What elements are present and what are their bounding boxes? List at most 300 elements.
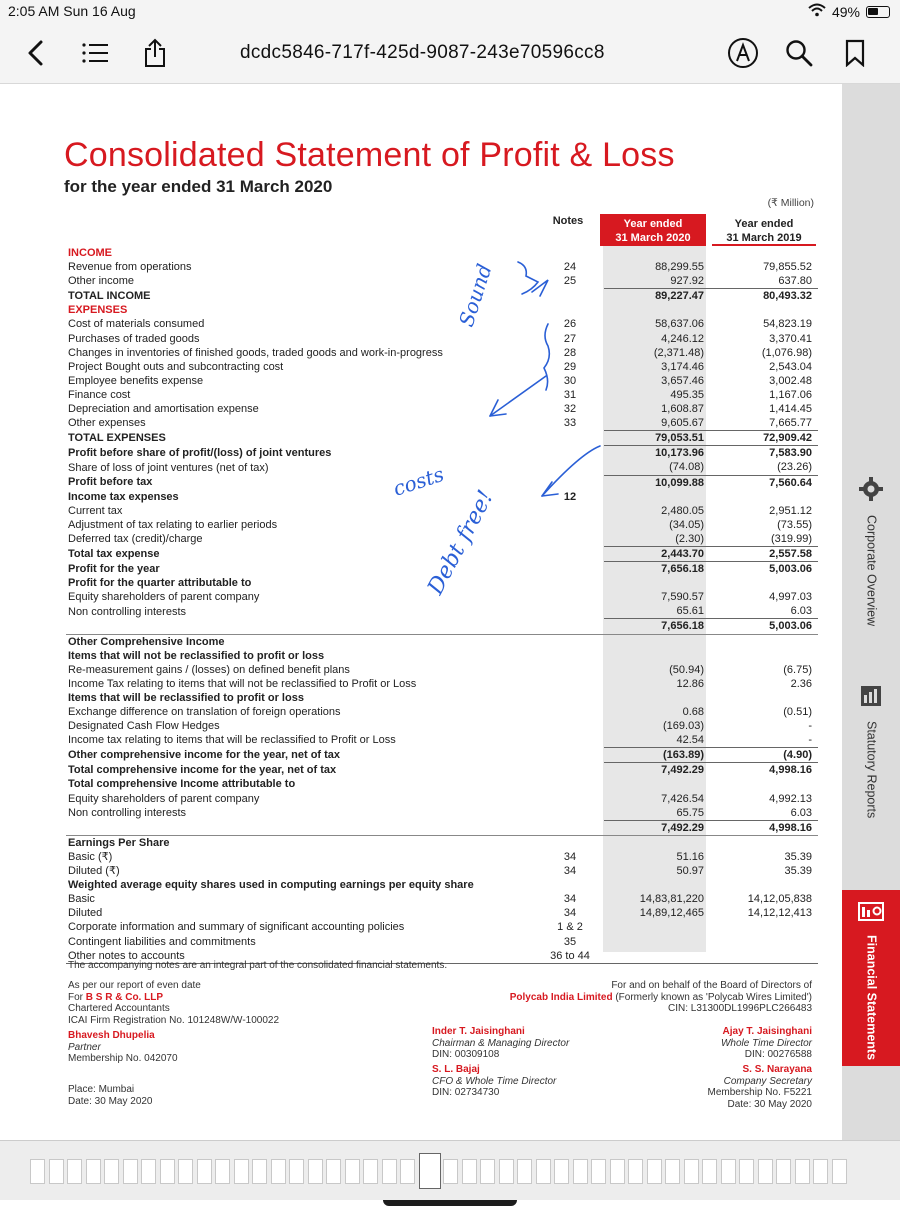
table-row <box>66 360 818 374</box>
company-cin: CIN: L31300DL1996PLC266483 <box>668 1003 812 1014</box>
row-value-2020 <box>604 634 712 649</box>
row-note: 33 <box>563 417 577 430</box>
page-title: Consolidated Statement of Profit & Loss <box>64 136 675 174</box>
row-description: Deferred tax (credit)/charge <box>68 533 203 546</box>
row-value-2020: (169.03) <box>663 720 704 733</box>
col-header-2019-line2: 31 March 2019 <box>726 232 802 244</box>
row-note <box>536 431 604 446</box>
table-row <box>66 274 818 289</box>
table-row <box>66 590 818 604</box>
row-note <box>536 619 604 634</box>
document-title: dcdc5846-717f-425d-9087-243e70596cc8 <box>240 42 605 63</box>
page-thumbnail[interactable] <box>123 1159 138 1184</box>
row-description: Earnings Per Share <box>66 835 536 850</box>
page-thumbnail[interactable] <box>628 1159 643 1184</box>
finance-icon <box>858 900 884 927</box>
row-value-2020 <box>604 949 712 964</box>
row-value-2019: (4.90) <box>712 748 818 763</box>
auditor-name: Bhavesh Dhupelia <box>68 1030 155 1041</box>
share-icon[interactable] <box>138 36 172 70</box>
page-thumbnail[interactable] <box>499 1159 514 1184</box>
back-chevron-icon[interactable] <box>18 36 52 70</box>
row-value-2020: 2,480.05 <box>661 504 704 517</box>
auditor-block <box>68 980 279 1065</box>
row-value-2020: 7,590.57 <box>661 591 704 604</box>
row-value-2019: 2.36 <box>790 677 812 690</box>
row-description: Cost of materials consumed <box>68 318 205 331</box>
table-row <box>66 431 818 446</box>
signatory-role: Whole Time Director <box>720 1037 812 1049</box>
row-value-2019: 54,823.19 <box>763 318 812 331</box>
row-note <box>536 446 604 461</box>
table-row <box>66 748 818 763</box>
row-value-2019: 1,167.06 <box>769 388 812 401</box>
row-value-2020: (163.89) <box>604 748 712 763</box>
row-note <box>536 289 604 304</box>
row-note: 24 <box>563 261 577 274</box>
page-subtitle: for the year ended 31 March 2020 <box>64 177 333 196</box>
page-thumbnail[interactable] <box>363 1159 378 1184</box>
row-value-2019 <box>712 920 818 934</box>
row-description: Contingent liabilities and commitments <box>68 935 256 948</box>
page-thumbnail[interactable] <box>758 1159 773 1184</box>
board-header <box>450 980 812 1015</box>
page-thumbnail[interactable] <box>234 1159 249 1184</box>
page-thumbnail[interactable] <box>536 1159 551 1184</box>
row-value-2019: (23.26) <box>777 461 812 474</box>
currency-unit: (₹ Million) <box>767 197 814 209</box>
row-value-2019: 35.39 <box>784 865 812 878</box>
page-thumbnail[interactable] <box>400 1159 415 1184</box>
page-thumbnail[interactable] <box>573 1159 588 1184</box>
row-description: Re-measurement gains / (losses) on defined benefit plans <box>68 663 350 676</box>
page-thumbnail[interactable] <box>49 1159 64 1184</box>
page-thumbnail[interactable] <box>721 1159 736 1184</box>
row-value-2020: 51.16 <box>676 850 704 863</box>
row-value-2020: (2,371.48) <box>653 346 704 359</box>
auditor-for: For <box>68 991 86 1003</box>
page-thumbnail[interactable] <box>443 1159 458 1184</box>
row-note <box>536 532 604 547</box>
row-note: 27 <box>563 332 577 345</box>
status-bar <box>0 0 900 22</box>
row-value-2020: 65.75 <box>676 806 704 819</box>
table-row <box>66 763 818 778</box>
row-value-2019: 2,951.12 <box>769 504 812 517</box>
page-thumbnail[interactable] <box>591 1159 606 1184</box>
row-value-2019: 3,370.41 <box>769 332 812 345</box>
row-value-2019: 5,003.06 <box>712 619 818 634</box>
row-value-2019: 3,002.48 <box>769 374 812 387</box>
row-value-2019 <box>712 246 818 260</box>
table-row <box>66 475 818 490</box>
row-note: 1 & 2 <box>557 921 583 934</box>
row-value-2019 <box>712 303 818 317</box>
place: Place: Mumbai <box>68 1084 135 1095</box>
signatory-role: Chairman & Managing Director <box>432 1037 570 1049</box>
row-description: Total comprehensive income for the year, net of tax <box>68 764 337 777</box>
gear-icon <box>858 476 884 507</box>
row-description: Profit for the year <box>68 562 160 575</box>
signatory-role: Company Secretary <box>723 1075 812 1087</box>
page-thumbnail[interactable] <box>271 1159 286 1184</box>
row-value-2020: 7,426.54 <box>661 792 704 805</box>
row-value-2019 <box>712 935 818 949</box>
row-description: Corporate information and summary of significant accounting policies <box>68 921 405 934</box>
table-row <box>66 532 818 547</box>
page-thumbnail[interactable] <box>197 1159 212 1184</box>
row-value-2019: 4,998.16 <box>712 820 818 835</box>
row-value-2020: 10,173.96 <box>604 446 712 461</box>
page-thumbnail[interactable] <box>382 1159 397 1184</box>
row-value-2020: 7,656.18 <box>604 619 712 634</box>
page-thumbnail[interactable] <box>160 1159 175 1184</box>
annotation-debt-free: Debt free! <box>423 486 499 599</box>
page-thumbnail[interactable] <box>104 1159 119 1184</box>
bookmark-icon[interactable] <box>838 36 872 70</box>
row-value-2019: - <box>808 734 812 747</box>
table-row <box>66 806 818 821</box>
page-thumbnail[interactable] <box>252 1159 267 1184</box>
row-description: Total comprehensive Income attributable to <box>68 778 296 791</box>
col-header-notes: Notes <box>552 215 584 227</box>
row-note <box>536 806 604 821</box>
table-row <box>66 604 818 619</box>
row-note <box>536 504 604 518</box>
row-value-2019: 72,909.42 <box>712 431 818 446</box>
row-description: Non controlling interests <box>68 605 187 618</box>
row-value-2020: (2.30) <box>675 532 704 545</box>
auditor-firm: B S R & Co. LLP <box>85 991 164 1003</box>
row-description: Weighted average equity shares used in computing earnings per equity share <box>68 879 474 892</box>
row-description: Adjustment of tax relating to earlier periods <box>68 518 278 531</box>
row-value-2020 <box>604 920 712 934</box>
table-row <box>66 388 818 402</box>
table-row <box>66 892 818 906</box>
board-company-line <box>450 992 812 1004</box>
row-note: 35 <box>563 935 577 948</box>
row-value-2020: 7,656.18 <box>604 562 712 577</box>
row-value-2019 <box>712 691 818 705</box>
pdf-page <box>0 84 900 1140</box>
table-row <box>66 864 818 878</box>
page-thumbnail[interactable] <box>517 1159 532 1184</box>
row-value-2020 <box>604 691 712 705</box>
status-time: 2:05 AM Sun 16 Aug <box>8 3 136 19</box>
row-value-2020: 42.54 <box>676 734 704 747</box>
signatory-name: Ajay T. Jaisinghani <box>722 1026 812 1037</box>
report-icon <box>859 684 883 713</box>
signatory-din: DIN: 00276588 <box>744 1049 812 1060</box>
row-description: Items that will not be reclassified to profit or loss <box>68 649 325 662</box>
row-value-2020 <box>604 649 712 663</box>
page-thumbnail[interactable] <box>684 1159 699 1184</box>
page-thumbnail[interactable] <box>289 1159 304 1184</box>
table-row <box>66 820 818 835</box>
row-description: Profit before tax <box>68 476 153 489</box>
row-description: Revenue from operations <box>68 261 192 274</box>
row-value-2020: 79,053.51 <box>604 431 712 446</box>
company-name: Polycab India Limited <box>509 991 613 1003</box>
row-value-2020 <box>604 303 712 317</box>
signatory-role: CFO & Whole Time Director <box>432 1075 557 1087</box>
row-value-2019: 80,493.32 <box>712 289 818 304</box>
table-row <box>66 792 818 806</box>
row-note <box>536 590 604 604</box>
row-value-2019: 4,992.13 <box>769 792 812 805</box>
table-row <box>66 303 818 317</box>
row-description <box>66 619 536 634</box>
thumbnail-strip[interactable] <box>0 1140 900 1200</box>
page-thumbnail[interactable] <box>813 1159 828 1184</box>
table-row <box>66 562 818 577</box>
row-value-2020: 3,174.46 <box>661 360 704 373</box>
row-description: Profit for the quarter attributable to <box>68 577 252 590</box>
page-thumbnail[interactable] <box>776 1159 791 1184</box>
row-value-2019: 2,543.04 <box>769 360 812 373</box>
row-value-2019: (0.51) <box>783 706 812 718</box>
table-row <box>66 518 818 532</box>
row-description: Designated Cash Flow Hedges <box>68 720 220 733</box>
col-header-2020-line2: 31 March 2020 <box>615 232 691 244</box>
row-note <box>536 604 604 619</box>
row-value-2020: 3,657.46 <box>661 374 704 387</box>
signatory-cfo <box>432 1064 556 1099</box>
page-thumbnail[interactable] <box>30 1159 45 1184</box>
signatory-cs <box>620 1064 812 1110</box>
table-row <box>66 850 818 864</box>
row-note: 28 <box>563 346 577 359</box>
row-value-2020 <box>604 490 712 504</box>
page-thumbnail[interactable] <box>665 1159 680 1184</box>
row-value-2020: 12.86 <box>676 677 704 690</box>
row-note <box>536 792 604 806</box>
table-row <box>66 663 818 677</box>
table-row <box>66 619 818 634</box>
table-row <box>66 576 818 590</box>
section-sidebar <box>842 84 900 1140</box>
search-icon[interactable] <box>782 36 816 70</box>
tab-financial-statements[interactable] <box>842 890 900 1066</box>
table-row <box>66 920 818 934</box>
row-note <box>536 246 604 260</box>
page-thumbnail[interactable] <box>67 1159 82 1184</box>
row-note <box>536 719 604 733</box>
table-row <box>66 260 818 274</box>
page-thumbnail[interactable] <box>345 1159 360 1184</box>
row-value-2019: 7,583.90 <box>712 446 818 461</box>
page-thumbnail[interactable] <box>480 1159 495 1184</box>
page-thumbnail[interactable] <box>215 1159 230 1184</box>
row-note: 30 <box>563 374 577 387</box>
row-value-2020: 7,492.29 <box>604 820 712 835</box>
tab-label: Statutory Reports <box>864 721 879 819</box>
page-thumbnail[interactable] <box>86 1159 101 1184</box>
row-value-2020: (50.94) <box>669 663 704 676</box>
row-description: TOTAL INCOME <box>68 290 151 303</box>
row-value-2019 <box>712 949 818 964</box>
row-value-2019: 4,997.03 <box>769 591 812 604</box>
markup-pen-icon[interactable] <box>726 36 760 70</box>
table-row <box>66 705 818 719</box>
row-note <box>536 878 604 892</box>
row-description: Profit before share of profit/(loss) of joint ventures <box>68 447 332 460</box>
reader-toolbar <box>0 22 900 84</box>
row-description: Purchases of traded goods <box>68 332 200 345</box>
page-thumbnail[interactable] <box>647 1159 662 1184</box>
table-row <box>66 733 818 748</box>
signatory-date: Date: 30 May 2020 <box>727 1098 812 1110</box>
row-value-2020: 10,099.88 <box>604 475 712 490</box>
table-row <box>66 246 818 260</box>
row-description: Non controlling interests <box>68 806 187 819</box>
page-thumbnail[interactable] <box>832 1159 847 1184</box>
signatory-din: DIN: 02734730 <box>432 1087 500 1098</box>
page-thumbnail[interactable] <box>141 1159 156 1184</box>
row-description: EXPENSES <box>68 304 128 317</box>
footnote: The accompanying notes are an integral part of the consolidated financial statements. <box>68 960 448 971</box>
row-note <box>536 634 604 649</box>
row-value-2020 <box>604 835 712 850</box>
table-row <box>66 504 818 518</box>
row-note: 29 <box>563 360 577 373</box>
row-note <box>536 748 604 763</box>
row-note <box>536 649 604 663</box>
table-row <box>66 677 818 691</box>
row-description: Income tax expenses <box>68 490 179 503</box>
row-value-2020: 88,299.55 <box>655 261 704 274</box>
signatory-name: Inder T. Jaisinghani <box>432 1026 525 1037</box>
row-value-2019: 79,855.52 <box>763 261 812 274</box>
table-row <box>66 289 818 304</box>
auditor-line3: Chartered Accountants <box>68 1003 170 1014</box>
row-value-2020 <box>604 246 712 260</box>
col-header-2019-line1: Year ended <box>734 218 794 230</box>
row-description: Other Comprehensive Income <box>66 634 536 649</box>
row-value-2020: 0.68 <box>682 706 704 718</box>
page-thumbnail[interactable] <box>326 1159 341 1184</box>
row-note: 31 <box>563 388 577 401</box>
row-description: Equity shareholders of parent company <box>68 591 260 604</box>
tab-corporate-overview[interactable] <box>842 476 900 626</box>
table-row <box>66 835 818 850</box>
auditor-membership: Membership No. 042070 <box>68 1053 178 1064</box>
row-description: Changes in inventories of finished goods, traded goods and work-in-progress <box>68 346 443 359</box>
row-value-2020: 927.92 <box>670 275 704 288</box>
table-row <box>66 346 818 360</box>
row-value-2020: 89,227.47 <box>604 289 712 304</box>
table-row <box>66 446 818 461</box>
table-row <box>66 906 818 920</box>
row-value-2019: 5,003.06 <box>712 562 818 577</box>
page-thumbnail[interactable] <box>610 1159 625 1184</box>
profit-loss-table <box>66 246 818 964</box>
row-value-2019: 7,560.64 <box>712 475 818 490</box>
tab-statutory-reports[interactable] <box>842 684 900 818</box>
row-value-2020 <box>604 777 712 791</box>
row-note <box>536 663 604 677</box>
row-description: Diluted (₹) <box>68 865 120 878</box>
page-thumbnail[interactable] <box>308 1159 323 1184</box>
page-thumbnail[interactable] <box>795 1159 810 1184</box>
row-note <box>536 733 604 748</box>
place-date-block <box>68 1084 153 1107</box>
row-note <box>536 518 604 532</box>
row-description: Other notes to accounts <box>66 949 536 964</box>
row-note <box>536 460 604 475</box>
row-value-2019: 14,12,12,413 <box>747 907 812 920</box>
col-header-2020-line1: Year ended <box>623 218 683 230</box>
page-thumbnail[interactable] <box>462 1159 477 1184</box>
table-row <box>66 332 818 346</box>
row-value-2019 <box>712 576 818 590</box>
row-value-2019 <box>712 777 818 791</box>
row-note <box>536 546 604 561</box>
board-line1: For and on behalf of the Board of Directors of <box>611 980 812 991</box>
row-description: Income tax relating to items that will be reclassified to Profit or Loss <box>68 734 396 747</box>
row-value-2019: 7,665.77 <box>769 417 812 430</box>
signatory-membership: Membership No. F5221 <box>707 1087 812 1098</box>
row-value-2019: 6.03 <box>790 806 812 819</box>
row-value-2019: 14,12,05,838 <box>747 893 812 906</box>
row-description: Other comprehensive income for the year, net of tax <box>68 749 341 762</box>
page-thumbnail[interactable] <box>554 1159 569 1184</box>
table-row <box>66 634 818 649</box>
row-description: Project Bought outs and subcontracting cost <box>68 360 284 373</box>
auditor-line2 <box>68 992 279 1004</box>
row-description: Employee benefits expense <box>68 374 204 387</box>
page-thumbnail[interactable] <box>739 1159 754 1184</box>
row-value-2019: 637.80 <box>778 275 812 288</box>
row-description: Diluted <box>68 907 103 920</box>
row-value-2019 <box>712 649 818 663</box>
table-row <box>66 691 818 705</box>
row-description <box>66 820 536 835</box>
row-description: Total tax expense <box>68 547 160 560</box>
row-value-2020: 1,608.87 <box>661 403 704 416</box>
table-row <box>66 402 818 416</box>
row-note: 25 <box>563 275 577 288</box>
row-value-2019 <box>712 490 818 504</box>
row-note <box>536 820 604 835</box>
list-icon[interactable] <box>78 36 112 70</box>
table-row <box>66 719 818 733</box>
row-value-2019: 35.39 <box>784 850 812 863</box>
table-row <box>66 546 818 561</box>
table-row <box>66 374 818 388</box>
tab-label: Corporate Overview <box>864 515 879 627</box>
row-value-2020: 58,637.06 <box>655 318 704 331</box>
page-thumbnail[interactable] <box>178 1159 193 1184</box>
row-value-2019 <box>712 634 818 649</box>
col-header-2020 <box>600 214 706 246</box>
row-note: 34 <box>563 907 577 920</box>
signatory-din: DIN: 00309108 <box>432 1049 500 1060</box>
company-note: (Formerly known as 'Polycab Wires Limited') <box>612 991 812 1003</box>
table-row <box>66 416 818 431</box>
row-note: 34 <box>563 893 577 906</box>
row-value-2020: 7,492.29 <box>604 763 712 778</box>
tab-label: Financial Statements <box>864 935 879 1061</box>
row-value-2020: 9,605.67 <box>661 417 704 430</box>
row-description: Other income <box>68 275 135 288</box>
annotation-sound: Sound <box>453 260 497 330</box>
row-value-2019: 2,557.58 <box>712 546 818 561</box>
row-note <box>536 705 604 719</box>
page-thumbnail[interactable] <box>702 1159 717 1184</box>
current-page-thumbnail[interactable] <box>419 1153 441 1189</box>
auditor-line1: As per our report of even date <box>68 980 201 991</box>
